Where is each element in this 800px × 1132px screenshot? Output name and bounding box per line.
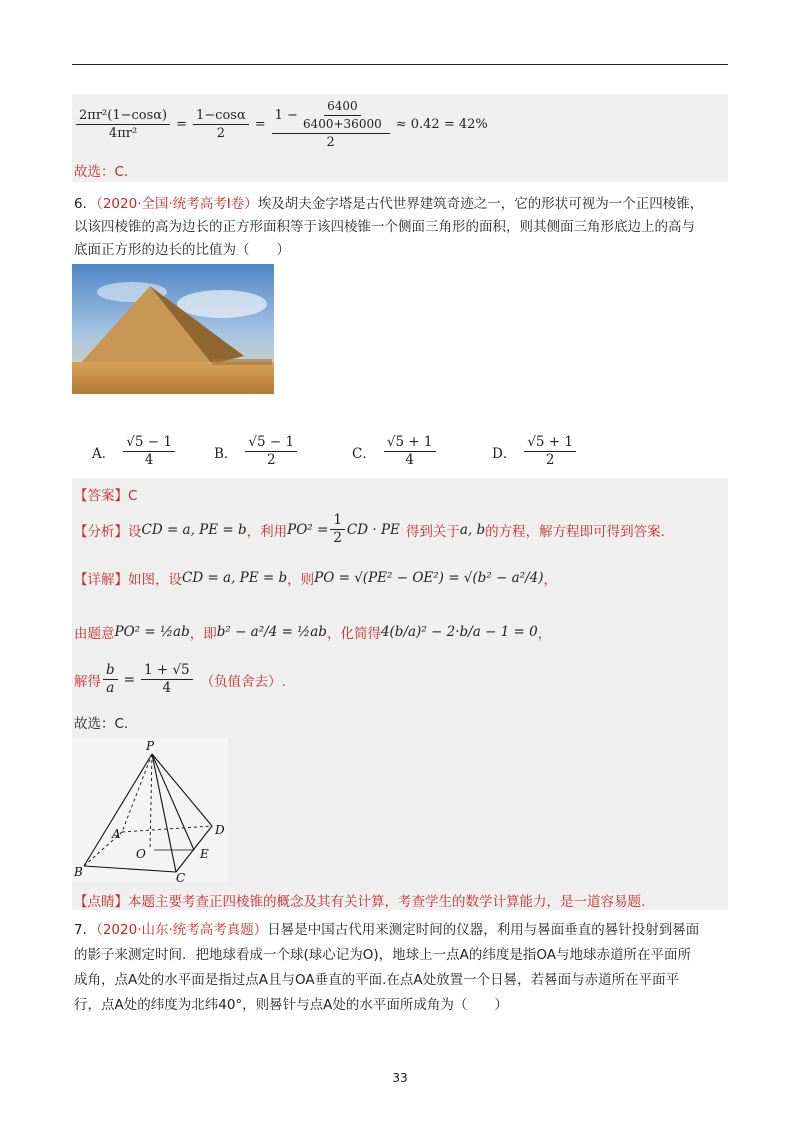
pyramid-diagram bbox=[72, 738, 228, 882]
label-b: B bbox=[74, 865, 83, 879]
prev-answer: 故选：C. bbox=[74, 164, 129, 180]
option-b[interactable]: B． $\frac{√5 - 1}{2}$ bbox=[214, 434, 299, 469]
label-c: C bbox=[176, 871, 186, 882]
detail-line3: 解得 $\frac{b}{a}$ = $\frac{1 + √5}{4}$ （负值舍去）. bbox=[74, 662, 286, 696]
label-e: E bbox=[200, 847, 209, 861]
q6-line3: 底面正方形的边长的比值为（ ） bbox=[74, 242, 290, 258]
choice-line: 故选：C. bbox=[74, 716, 129, 732]
note-line: 【点睛】本题主要考查正四棱锥的概念及其有关计算，考查学生的数学计算能力，是一道容易题. bbox=[74, 894, 646, 910]
detail-line2: 由题意 PO² = ½ab ，即 b² − a²/4 = ½ab ，化简得 4(b/a)² − 2·b/a − 1 = 0 ， bbox=[74, 624, 552, 642]
q6-source: （2020·全国·统考高考Ⅰ卷） bbox=[96, 196, 258, 212]
page-number: 33 bbox=[392, 1071, 408, 1085]
answer-line: 【答案】C bbox=[74, 488, 138, 504]
prev-formula: $\frac{\text{2πr²(1−cosα)}}{\text{4πr²}}$ = $\frac{1-\cos\alpha}{2}$ = 1 − $\frac{6400}{6400+36000}$ 2 ≈ 0.42 = 42% bbox=[74, 98, 488, 151]
q7-line1: 7．（2020·山东·统考高考真题）日晷是中国古代用来测定时间的仪器，利用与晷面垂直的晷针投射到晷面 bbox=[74, 922, 700, 938]
q6-line1: 6．（2020·全国·统考高考Ⅰ卷）埃及胡夫金字塔是古代世界建筑奇迹之一，它的形状可视为一个正四棱锥， bbox=[74, 196, 704, 212]
q7-line3: 成角，点A处的水平面是指过点A且与OA垂直的平面.在点A处放置一个日晷，若晷面与赤道所在平面平 bbox=[74, 972, 680, 988]
option-c[interactable]: C． $\frac{√5 + 1}{4}$ bbox=[352, 434, 438, 469]
label-p: P bbox=[146, 739, 155, 753]
header-rule bbox=[72, 64, 728, 65]
option-d[interactable]: D． $\frac{√5 + 1}{2}$ bbox=[492, 434, 578, 469]
q7-line2: 的影子来测定时间．把地球看成一个球(球心记为O)，地球上一点A的纬度是指OA与地球赤道所在平面所 bbox=[74, 947, 692, 963]
label-o: O bbox=[136, 847, 146, 861]
label-d: D bbox=[215, 823, 225, 837]
q7-line4: 行，点A处的纬度为北纬40°，则晷针与点A处的水平面所成角为（ ） bbox=[74, 997, 508, 1013]
option-a[interactable]: A． $\frac{√5 - 1}{4}$ bbox=[92, 434, 177, 469]
label-a: A bbox=[112, 827, 121, 841]
q7-source: （2020·山东·统考高考真题） bbox=[96, 922, 268, 938]
detail-line: 【详解】 如图，设 CD = a, PE = b ，则 PO = √(PE² − OE²) = √(b² − a²/4) ， bbox=[74, 570, 557, 588]
q6-line2: 以该四棱锥的高为边长的正方形面积等于该四棱锥一个侧面三角形的面积，则其侧面三角形底边上的高与 bbox=[74, 219, 695, 235]
analysis-line: 【分析】 设 CD = a, PE = b ，利用 PO² = $\frac{1}{2}$ CD · PE 得到关于 a, b 的方程，解方程即可得到答案. bbox=[74, 512, 665, 546]
pyramid-photo bbox=[72, 264, 274, 394]
